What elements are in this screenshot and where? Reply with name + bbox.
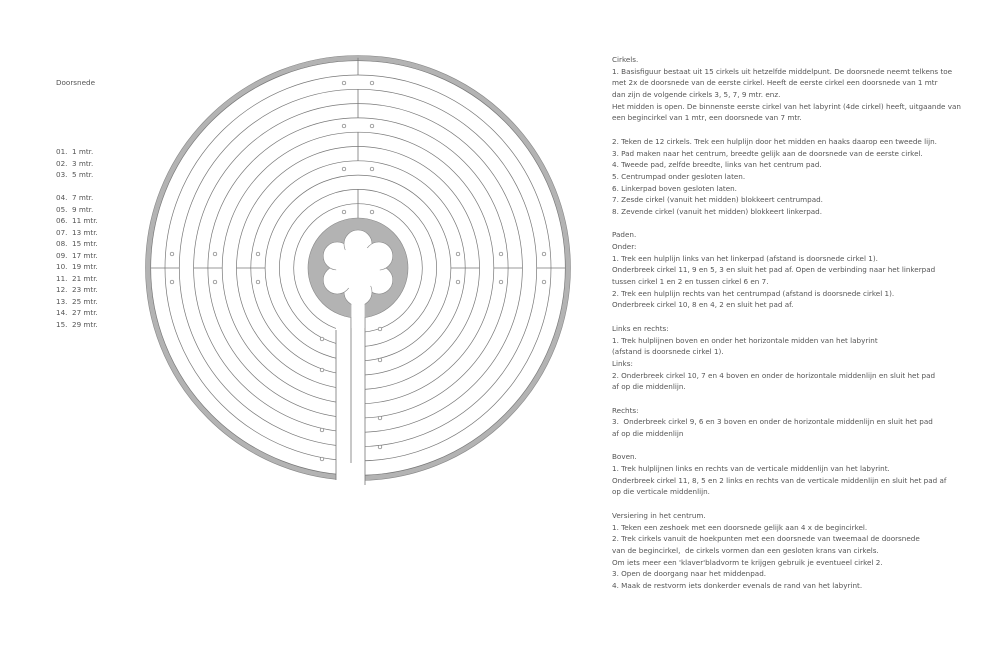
instruction-line: (afstand is doorsnede cirkel 1). [612, 347, 724, 357]
instruction-line: 1. Teken een zeshoek met een doorsnede gelijk aan 4 x de begincirkel. [612, 522, 868, 532]
legend-item: 04. 7 mtr. [56, 193, 94, 202]
legend-item: 03. 5 mtr. [56, 170, 94, 179]
turn-terminal-icon [370, 124, 374, 128]
turn-terminal-icon [342, 210, 346, 214]
instruction-line: af op die middenlijn [612, 429, 684, 438]
instruction-line: 1. Trek hulplijnen boven en onder het horizontale midden van het labyrint [612, 335, 878, 345]
turn-terminal-icon [378, 445, 382, 449]
instruction-line: op die verticale middenlijn. [612, 487, 710, 497]
turn-terminal-icon [378, 416, 382, 420]
turn-terminal-icon [370, 81, 374, 85]
instruction-line: 2. Onderbreek cirkel 10, 7 en 4 boven en onder de horizontale middenlijn en sluit het pad [612, 370, 936, 380]
instruction-line: Versiering in het centrum. [612, 510, 706, 520]
turn-terminal-icon [370, 167, 374, 171]
legend-item: 12. 23 mtr. [56, 285, 98, 294]
instruction-line: 1. Basisfiguur bestaat uit 15 cirkels uit hetzelfde middelpunt. De doorsnede neemt telkens toe [612, 66, 953, 76]
instruction-line: 2. Trek een hulplijn rechts van het centrumpad (afstand is doorsnede cirkel 1). [612, 288, 895, 298]
legend-item: 05. 9 mtr. [56, 204, 94, 214]
turn-terminal-icon [342, 81, 346, 85]
turn-terminal-icon [170, 252, 174, 256]
turn-terminal-icon [256, 280, 260, 284]
instruction-line: Cirkels. [612, 55, 639, 64]
legend-item: 13. 25 mtr. [56, 296, 98, 306]
instruction-line: tussen cirkel 1 en 2 en tussen cirkel 6 en 7. [612, 277, 769, 287]
turn-terminal-icon [320, 457, 324, 461]
instruction-line: 2. Teken de 12 cirkels. Trek een hulplijn door het midden en haaks daarop een tweede lijn. [612, 136, 937, 146]
turn-terminal-icon [342, 167, 346, 171]
instruction-line: 2. Trek cirkels vanuit de hoekpunten met een doorsnede van tweemaal de doorsnede [612, 534, 920, 544]
turn-terminal-icon [499, 280, 503, 284]
instruction-line: van de begincirkel, de cirkels vormen dan een gesloten krans van cirkels. [612, 545, 879, 555]
turn-terminal-icon [213, 280, 217, 284]
turn-terminal-icon [342, 124, 346, 128]
turn-terminal-icon [378, 327, 382, 331]
instruction-line: Boven. [612, 452, 637, 462]
instruction-line: af op die middenlijn. [612, 382, 686, 392]
instruction-line: 6. Linkerpad boven gesloten laten. [612, 183, 737, 193]
center-entrance [351, 298, 364, 328]
instruction-line: Onderbreek cirkel 11, 8, 5 en 2 links en rechts van de verticale middenlijn en sluit het pad af [612, 475, 947, 485]
instruction-line: een begincirkel van 1 mtr, een doorsnede van 7 mtr. [612, 113, 802, 123]
legend-item: 15. 29 mtr. [56, 319, 98, 329]
legend-item: 09. 17 mtr. [56, 250, 98, 260]
legend-item: 11. 21 mtr. [56, 273, 98, 283]
turn-terminal-icon [320, 428, 324, 432]
legend-item: 08. 15 mtr. [56, 239, 98, 248]
turn-terminal-icon [456, 280, 460, 284]
legend-title: Doorsnede [56, 78, 95, 87]
instruction-line: 8. Zevende cirkel (vanuit het midden) blokkeert linkerpad. [612, 206, 823, 216]
instruction-line: met 2x de doorsnede van de eerste cirkel. Heeft de eerste cirkel een doorsnede van 1 mtr [612, 78, 938, 88]
instruction-line: 7. Zesde cirkel (vanuit het midden) blokkeert centrumpad. [612, 195, 823, 205]
legend-item: 06. 11 mtr. [56, 216, 98, 225]
rosette-core [336, 246, 380, 290]
turn-terminal-icon [256, 252, 260, 256]
legend-item: 07. 13 mtr. [56, 227, 98, 237]
instruction-line: 4. Maak de restvorm iets donkerder evenals de rand van het labyrint. [612, 580, 863, 590]
turn-terminal-icon [320, 337, 324, 341]
instruction-line: 3. Onderbreek cirkel 9, 6 en 3 boven en onder de horizontale middenlijn en sluit het pad [612, 417, 933, 427]
instruction-line: Onderbreek cirkel 10, 8 en 4, 2 en sluit het pad af. [612, 300, 794, 310]
turn-terminal-icon [170, 280, 174, 284]
legend-item: 02. 3 mtr. [56, 158, 94, 168]
legend-item: 10. 19 mtr. [56, 262, 98, 271]
instruction-line: 4. Tweede pad, zelfde breedte, links van het centrum pad. [612, 160, 822, 170]
instruction-line: 1. Trek een hulplijn links van het linkerpad (afstand is doorsnede cirkel 1). [612, 253, 878, 263]
instruction-line: Om iets meer een 'klaver'bladvorm te krijgen gebruik je eventueel cirkel 2. [612, 557, 883, 567]
ring-entrance [337, 463, 364, 488]
turn-terminal-icon [213, 252, 217, 256]
instruction-line: Links en rechts: [612, 323, 669, 333]
instruction-line: 5. Centrumpad onder gesloten laten. [612, 171, 746, 181]
turn-terminal-icon [370, 210, 374, 214]
instruction-line: Het midden is open. De binnenste eerste cirkel van het labyrint (4de cirkel) heeft, uitgaande van [612, 101, 961, 111]
instruction-line: 1. Trek hulplijnen links en rechts van de verticale middenlijn van het labyrint. [612, 464, 890, 474]
instruction-line: 3. Pad maken naar het centrum, breedte gelijk aan de doorsnede van de eerste cirkel. [612, 148, 923, 158]
instruction-line: 3. Open de doorgang naar het middenpad. [612, 569, 767, 579]
instruction-line: Onder: [612, 242, 637, 251]
instruction-line: dan zijn de volgende cirkels 3, 5, 7, 9 mtr. enz. [612, 90, 781, 100]
instruction-line: Rechts: [612, 405, 639, 415]
turn-terminal-icon [542, 252, 546, 256]
turn-terminal-icon [320, 368, 324, 372]
instruction-line: Onderbreek cirkel 11, 9 en 5, 3 en sluit het pad af. Open de verbinding naar het linkerpad [612, 265, 936, 275]
turn-terminal-icon [378, 358, 382, 362]
turn-terminal-icon [542, 280, 546, 284]
legend-item: 01. 1 mtr. [56, 147, 94, 156]
instruction-line: Paden. [612, 230, 637, 240]
instruction-line: Links: [612, 358, 633, 368]
legend-item: 14. 27 mtr. [56, 308, 98, 317]
turn-terminal-icon [456, 252, 460, 256]
turn-terminal-icon [499, 252, 503, 256]
